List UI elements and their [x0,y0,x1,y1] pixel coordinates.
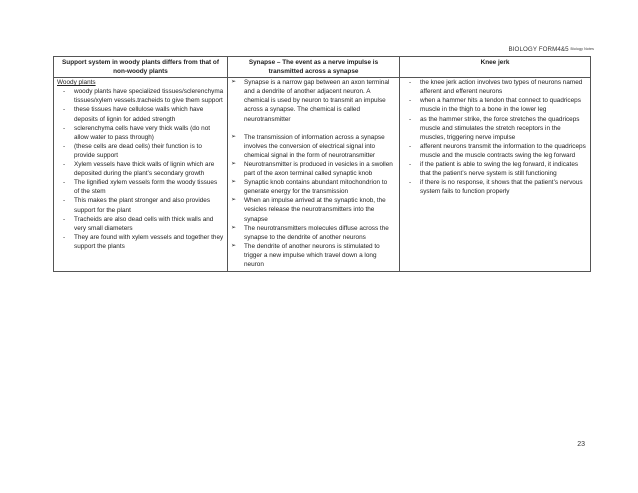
arrow-bullet-icon: ➢ [231,133,237,140]
list-item: - these tissues have cellulose walls which have deposits of lignin for added strength [63,106,204,123]
arrow-bullet-icon: ➢ [231,224,237,231]
dash-bullet: - [409,142,412,150]
header-subtitle: Biology Notes [570,47,594,51]
header-support-system: Support system in woody plants differs from that of non-woody plants [54,57,228,78]
dash-bullet: - [63,215,66,223]
list-item: ➢ The transmission of information across a synapse involves the conversion of electrical signal into chemical signal in the form of neurotransmitter [231,133,385,159]
arrow-bullet-icon: ➢ [231,197,237,204]
dash-bullet: - [63,88,66,96]
dash-bullet: - [63,124,66,132]
list-item: - if the patient is able to swing the leg forward, it indicates that the patient’s nerve system is still functioning [409,161,579,178]
table-body-row [54,78,591,272]
dash-bullet: - [409,161,412,169]
dash-bullet: - [63,179,66,187]
list-item: ➢ Synaptic knob contains abundant mitochondrion to generate energy for the transmission [231,179,388,196]
list-item: - (these cells are dead cells) their function is to provide support [63,142,202,159]
dash-bullet: - [63,197,66,205]
arrow-bullet-icon: ➢ [231,179,237,186]
list-item: - the knee jerk action involves two types of neurons named afferent and efferent neurons [409,79,583,96]
dash-bullet: - [63,142,66,150]
arrow-bullet-icon: ➢ [231,242,237,249]
list-item: ➢ The neurotransmitters molecules diffuse across the synapse to the dendrite of another neurons [231,224,389,241]
list-item: ➢ When an impulse arrived at the synaptic knob, the vesicles release the neurotransmitters into the synapse [231,197,386,223]
list-item: - afferent neurons transmit the information to the quadriceps muscle and the muscle contracts swing the leg forward [409,142,586,159]
running-header [509,46,595,53]
list-item: - Xylem vessels have thick walls of lignin which are deposited during the plant’s secondary growth [63,161,215,178]
woody-plants-title: Woody plants [57,79,96,87]
list-item: - as the hammer strike, the force stretches the quadriceps muscle and stimulates the stretch receptors in the muscles, triggering nerve impulse [409,115,580,141]
list-item: - woody plants have specialized tissues/sclerenchyma tissues/xylem vessels.tracheids to give them support [63,88,224,105]
cell-synapse [228,78,400,272]
dash-bullet: - [409,115,412,123]
dash-bullet: - [63,233,66,241]
dash-bullet: - [409,97,412,105]
notes-table [53,56,591,272]
list-item: ➢ Neurotransmitter is produced in vesicles in a swollen part of the axon terminal called synaptic knob [231,160,393,178]
list-item: - They are found with xylem vessels and together they support the plants [63,233,224,250]
header-knee-jerk: Knee jerk [400,57,591,78]
arrow-bullet-icon: ➢ [231,79,237,86]
cell-support-system [54,78,228,272]
list-item: ➢ The dendrite of another neurons is stimulated to trigger a new impulse which travel down a long neuron [231,242,380,268]
header-title: BIOLOGY FORM4&5 [508,46,569,53]
synapse-list [231,78,396,269]
list-item: - Tracheids are also dead cells with thick walls and very small diameters [63,215,214,232]
table-header-row [54,57,591,78]
list-item: - if there is no response, it shows that the patient’s nervous system fails to function properly [409,179,583,196]
dash-bullet: - [409,79,412,87]
page-number: 23 [577,441,585,448]
dash-bullet: - [409,179,412,187]
dash-bullet: - [63,106,66,114]
list-item: - The lignified xylem vessels form the woody tissues of the stem [63,179,218,196]
cell-knee-jerk [400,78,591,272]
list-item: - sclerenchyma cells have very thick walls (do not allow water to pass through) [63,124,211,141]
arrow-bullet-icon: ➢ [231,160,237,167]
dash-bullet: - [63,161,66,169]
header-synapse: Synapse – The event as a nerve impulse is transmitted across a synapse [228,57,400,78]
knee-jerk-list [403,78,587,196]
list-item: - This makes the plant stronger and also provides support for the plant [63,197,211,214]
list-item: - when a hammer hits a tendon that connect to quadriceps muscle in the thigh to a bone in the lower leg [409,97,581,114]
list-item: ➢ Synapse is a narrow gap between an axon terminal and a dendrite of another adjacent neuron. A chemical is used by neuron to transmit an impulse across a synapse. The chemical is called neurotransmitter [231,79,390,123]
woody-plants-list [57,87,224,251]
